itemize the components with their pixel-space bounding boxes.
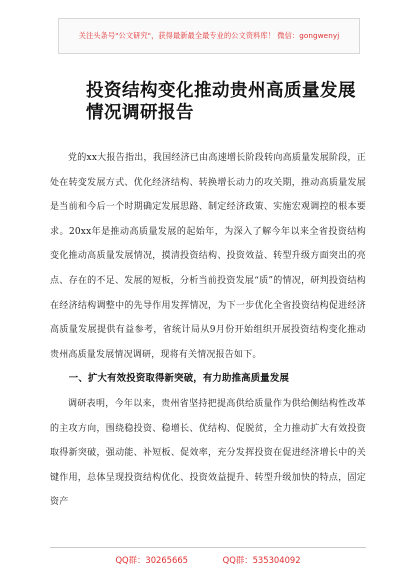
body-paragraph-section1: 调研表明，今年以来，贵州省坚持把提高供给质量作为供给侧结构性改革的主攻方向，围绕稳投资、稳增长、优结构、促脱贫，全力推动扩大有效投资取得新突破，强动能、补短板、促效率，充分发挥投资在促进经济增长中的关键作用，总体呈现投资结构优化、投资效益提升、转型升级加快的特点，固定资产 [50,398,366,508]
footer-qq-group-2: QQ群：535304092 [222,555,301,565]
header-promo-text: 关注头条号"公文研究"，获得最新最全最专业的公文资料库！ 微信：gongwenyj [78,31,340,40]
document-title-line2: 情况调研报告 [86,103,194,123]
document-body [50,146,366,515]
document-title [86,80,386,124]
page-footer [50,547,366,566]
header-promo-banner [58,18,360,54]
body-paragraph-intro: 党的xx大报告指出，我国经济已由高速增长阶段转向高质量发展阶段，正处在转变发展方式、优化经济结构、转换增长动力的攻关期，推动高质量发展是当前和今后一个时期确定发展思路、制定经济政策、实施宏观调控的根本要求。20xx年是推动高质量发展的起始年，为深入了解今年以来全省投资结构变化推动高质量发展情况，摸清投资结构、投资效益、转型升级方面突出的亮点、存在的不足、发展的短板，分析当前投资发展“质”的情况，研判投资结构在经济结构调整中的先导作用发挥情况，为下一步优化全省投资结构促进经济高质量发展提供有益参考，省统计局从9月份开始组织开展投资结构变化推动贵州高质量发展情况调研，现将有关情况报告如下。 [50,153,366,360]
section-heading-1: 一、扩大有效投资取得新突破，有力助推高质量发展 [68,373,290,385]
document-title-line1: 投资结构变化推动贵州高质量发展 [86,81,356,101]
footer-qq-group-1: QQ群：30265665 [115,555,188,565]
